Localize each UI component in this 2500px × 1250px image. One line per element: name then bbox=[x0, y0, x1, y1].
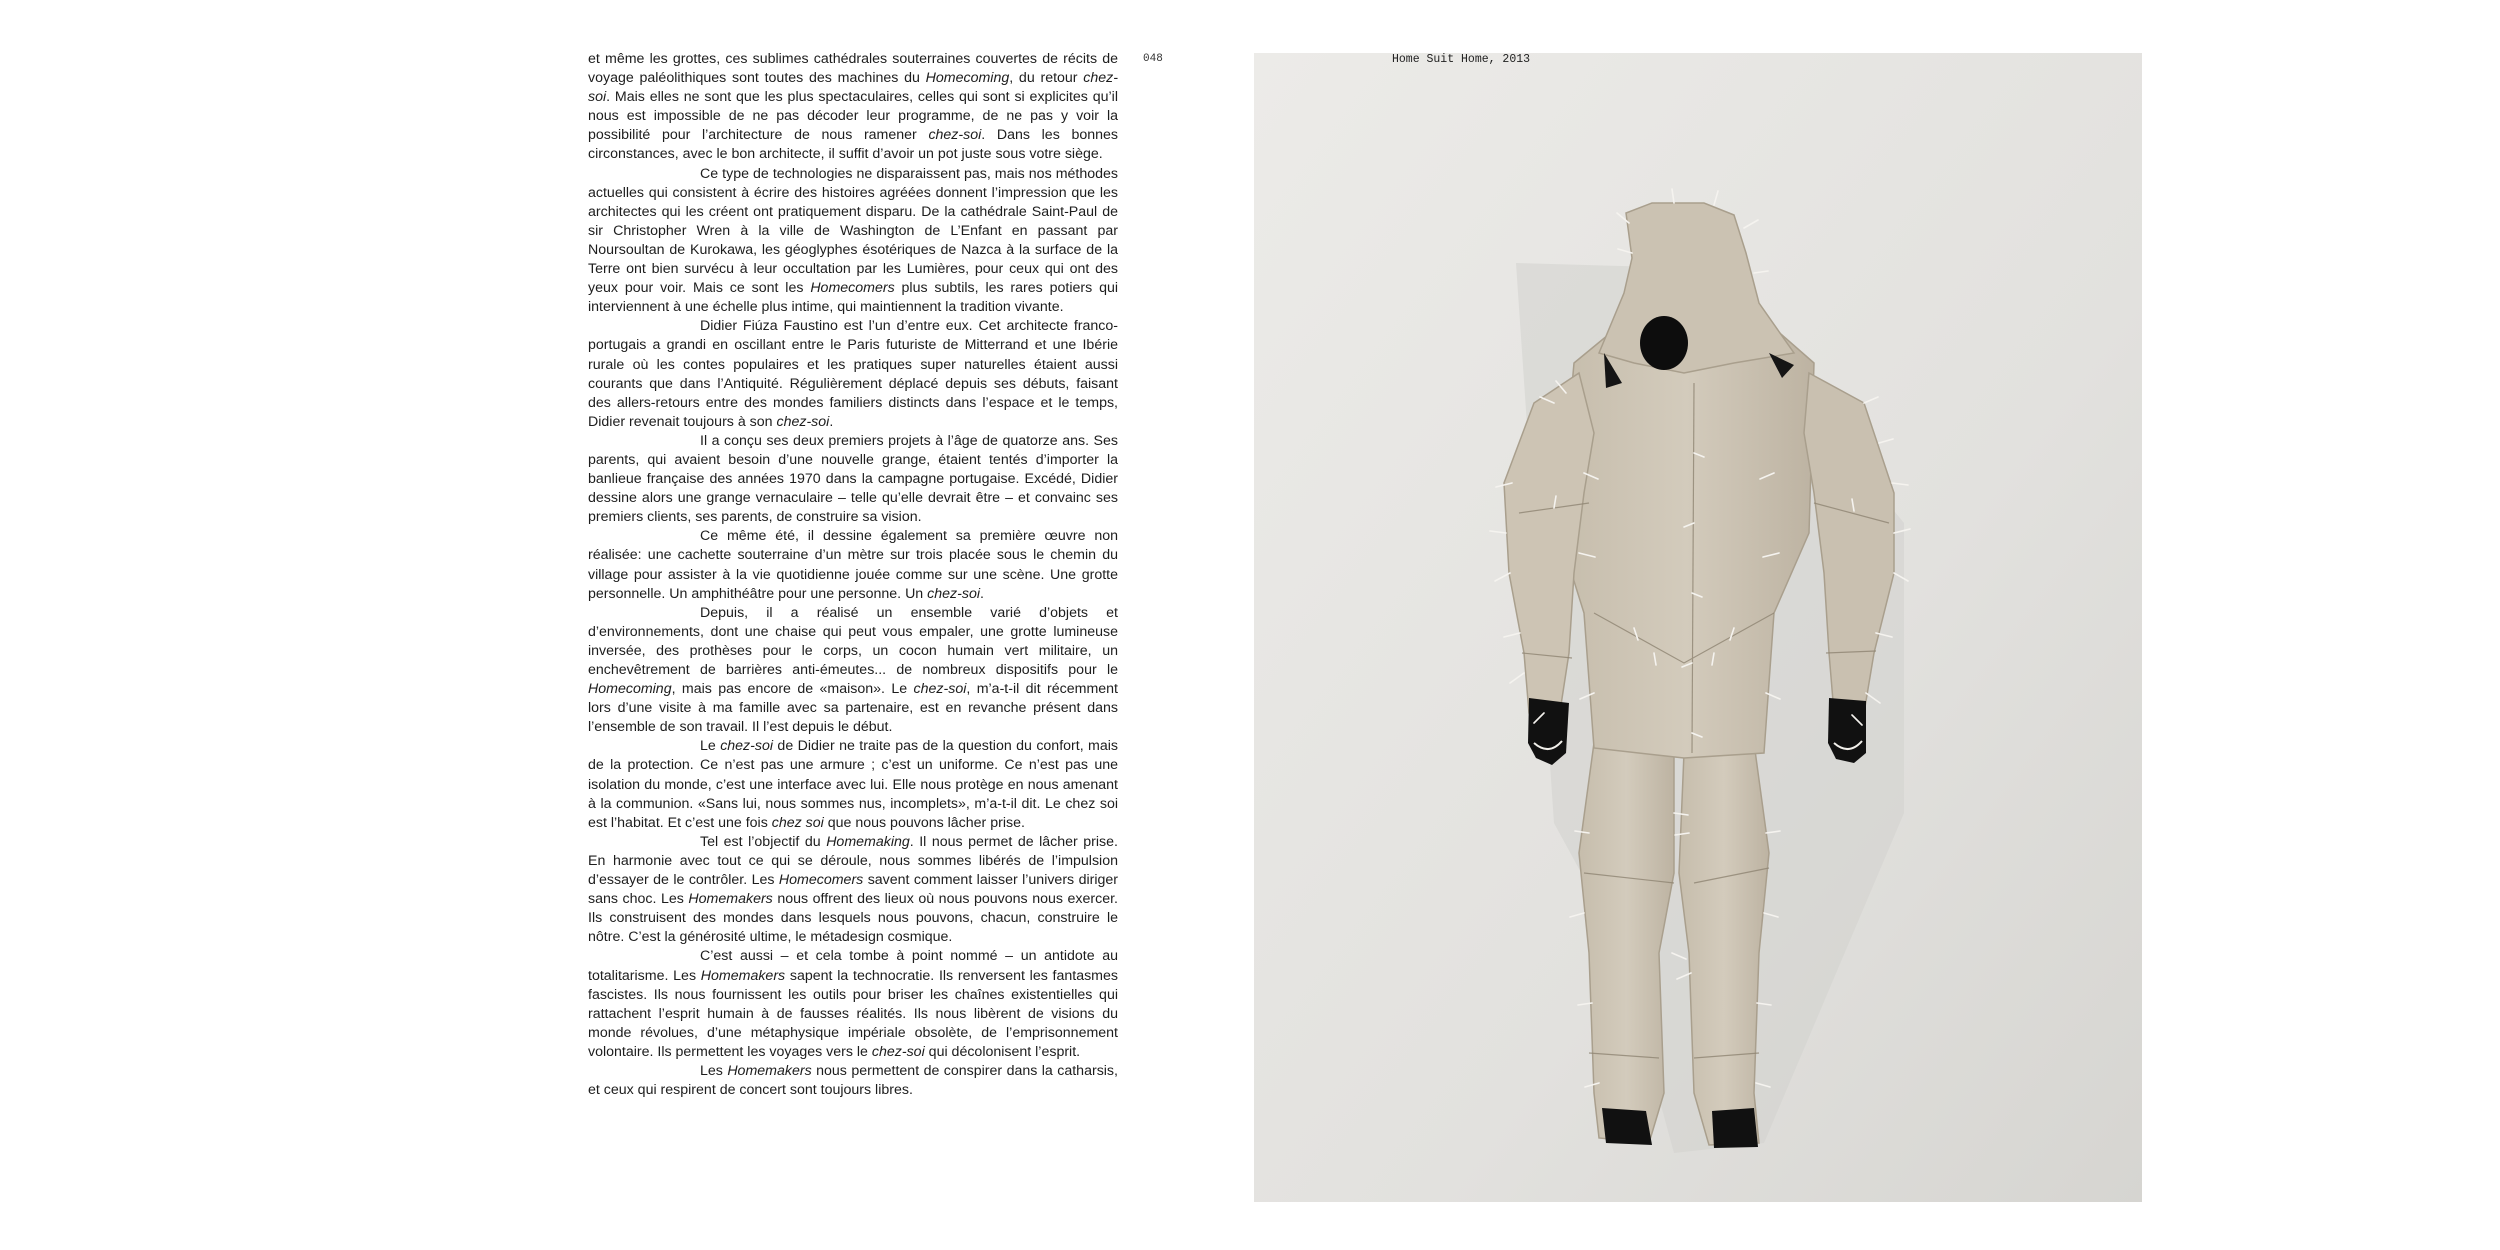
body-paragraph: C’est aussi – et cela tombe à point nommé – un antidote au totalitarisme. Les Homemakers sapent la technocratie. Ils renversent les fantasmes fascistes. Ils nous fournissent les outils pour briser les chaînes existentielles qui rattachent l’esprit humain à de fausses réalités. Ils nous libèrent de visions du monde révolues, d’une métaphysique impériale obsolète, de l’emprisonnement volontaire. Ils permettent les voyages vers le chez-soi qui décolonisent l’esprit. bbox=[588, 948, 1118, 1060]
artwork-photo bbox=[1254, 53, 2142, 1202]
image-caption: Home Suit Home, 2013 bbox=[1392, 53, 1531, 66]
body-paragraph: Ce type de technologies ne disparaissent pas, mais nos méthodes actuelles qui consistent à écrire des histoires agréées donnent l’impression que les architectes qui les créent ont pratiquement disparu. De la cathédrale Saint-Paul de sir Christopher Wren à la ville de Washington de L’Enfant en passant par Noursoultan de Kurokawa, les géoglyphes ésotériques de Nazca à la surface de la Terre ont bien survécu à leur occultation par les Lumières, pour ceux qui ont des yeux pour voir. Mais ce sont les Homecomers plus subtils, les rares potiers qui interviennent à une échelle plus intime, qui maintiennent la tradition vivante. bbox=[588, 165, 1118, 316]
body-paragraph: Didier Fiúza Faustino est l’un d’entre eux. Cet architecte franco-portugais a grandi en oscillant entre le Paris futuriste de Mitterrand et une Ibérie rurale où les contes populaires et les pratiques super naturelles étaient aussi courants que dans l’Antiquité. Régulièrement déplacé depuis ses débuts, faisant des allers-retours entre des mondes familiers distincts dans l’espace et le temps, Didier revenait toujours à son chez-soi. bbox=[588, 318, 1118, 430]
face-opening bbox=[1640, 316, 1688, 370]
right-glove bbox=[1828, 698, 1866, 763]
body-paragraph: Tel est l’objectif du Homemaking. Il nous permet de lâcher prise. En harmonie avec tout ce qui se déroule, nous sommes libérés de l’impulsion d’essayer de le contrôler. Les Homecomers savent comment laisser l’univers diriger sans choc. Les Homemakers nous offrent des lieux où nous pouvons nous exercer. Ils construisent des mondes dans lesquels nous pouvons, chacun, construire le nôtre. C’est la générosité ultime, le métadesign cosmique. bbox=[588, 833, 1118, 946]
felt-suit-illustration bbox=[1254, 53, 2142, 1202]
left-leg bbox=[1579, 743, 1674, 1143]
body-paragraph: Les Homemakers nous permettent de conspirer dans la catharsis, et ceux qui respirent de concert sont toujours libres. bbox=[588, 1062, 1118, 1099]
left-foot bbox=[1602, 1108, 1652, 1145]
body-text-column bbox=[588, 50, 1118, 1100]
body-paragraph: Il a conçu ses deux premiers projets à l’âge de quatorze ans. Ses parents, qui avaient besoin d’une nouvelle grange, étaient tentés d’importer la banlieue française des années 1970 dans la campagne portugaise. Excédé, Didier dessine alors une grange vernaculaire – telle qu’elle devrait être – et convainc ses premiers clients, ses parents, de construire sa vision. bbox=[588, 432, 1118, 526]
page-number: 048 bbox=[1143, 53, 1163, 65]
right-foot bbox=[1712, 1108, 1758, 1148]
body-paragraph: Depuis, il a réalisé un ensemble varié d’objets et d’environnements, dont une chaise qui peut vous empaler, une grotte lumineuse inversée, des prothèses pour le corps, un cocon humain vert militaire, un enchevêtrement de barrières anti-émeutes... de nombreux dispositifs pour le Homecoming, mais pas encore de «maison». Le chez-soi, m’a-t-il dit récemment lors d’une visite à ma famille avec sa partenaire, est en revanche présent dans l’ensemble de son travail. Il l’est depuis le début. bbox=[588, 604, 1118, 736]
body-paragraph: et même les grottes, ces sublimes cathédrales souterraines couvertes de récits de voyage paléolithiques sont toutes des machines du Homecoming, du retour chez-soi. Mais elles ne sont que les plus spectaculaires, celles qui sont si explicites qu’il nous est impossible de ne pas décoder leur programme, de ne pas y voir la possibilité pour l’architecture de nous ramener chez-soi. Dans les bonnes circonstances, avec le bon architecte, il suffit d’avoir un pot juste sous votre siège. bbox=[588, 51, 1118, 163]
body-paragraph: Le chez-soi de Didier ne traite pas de la question du confort, mais de la protection. Ce n’est pas une armure ; c’est un uniforme. Ce n’est pas une isolation du monde, c’est une interface avec lui. Elle nous protège en nous amenant à la communion. «Sans lui, nous sommes nus, incomplets», m’a-t-il dit. Le chez soi est l’habitat. Et c’est une fois chez soi que nous pouvons lâcher prise. bbox=[588, 738, 1118, 831]
body-paragraph: Ce même été, il dessine également sa première œuvre non réalisée: une cachette souterraine d’un mètre sur trois placée sous le chemin du village pour assister à la vie quotidienne jouée comme sur une scène. Une grotte personnelle. Un amphithéâtre pour une personne. Un chez-soi. bbox=[588, 528, 1118, 602]
